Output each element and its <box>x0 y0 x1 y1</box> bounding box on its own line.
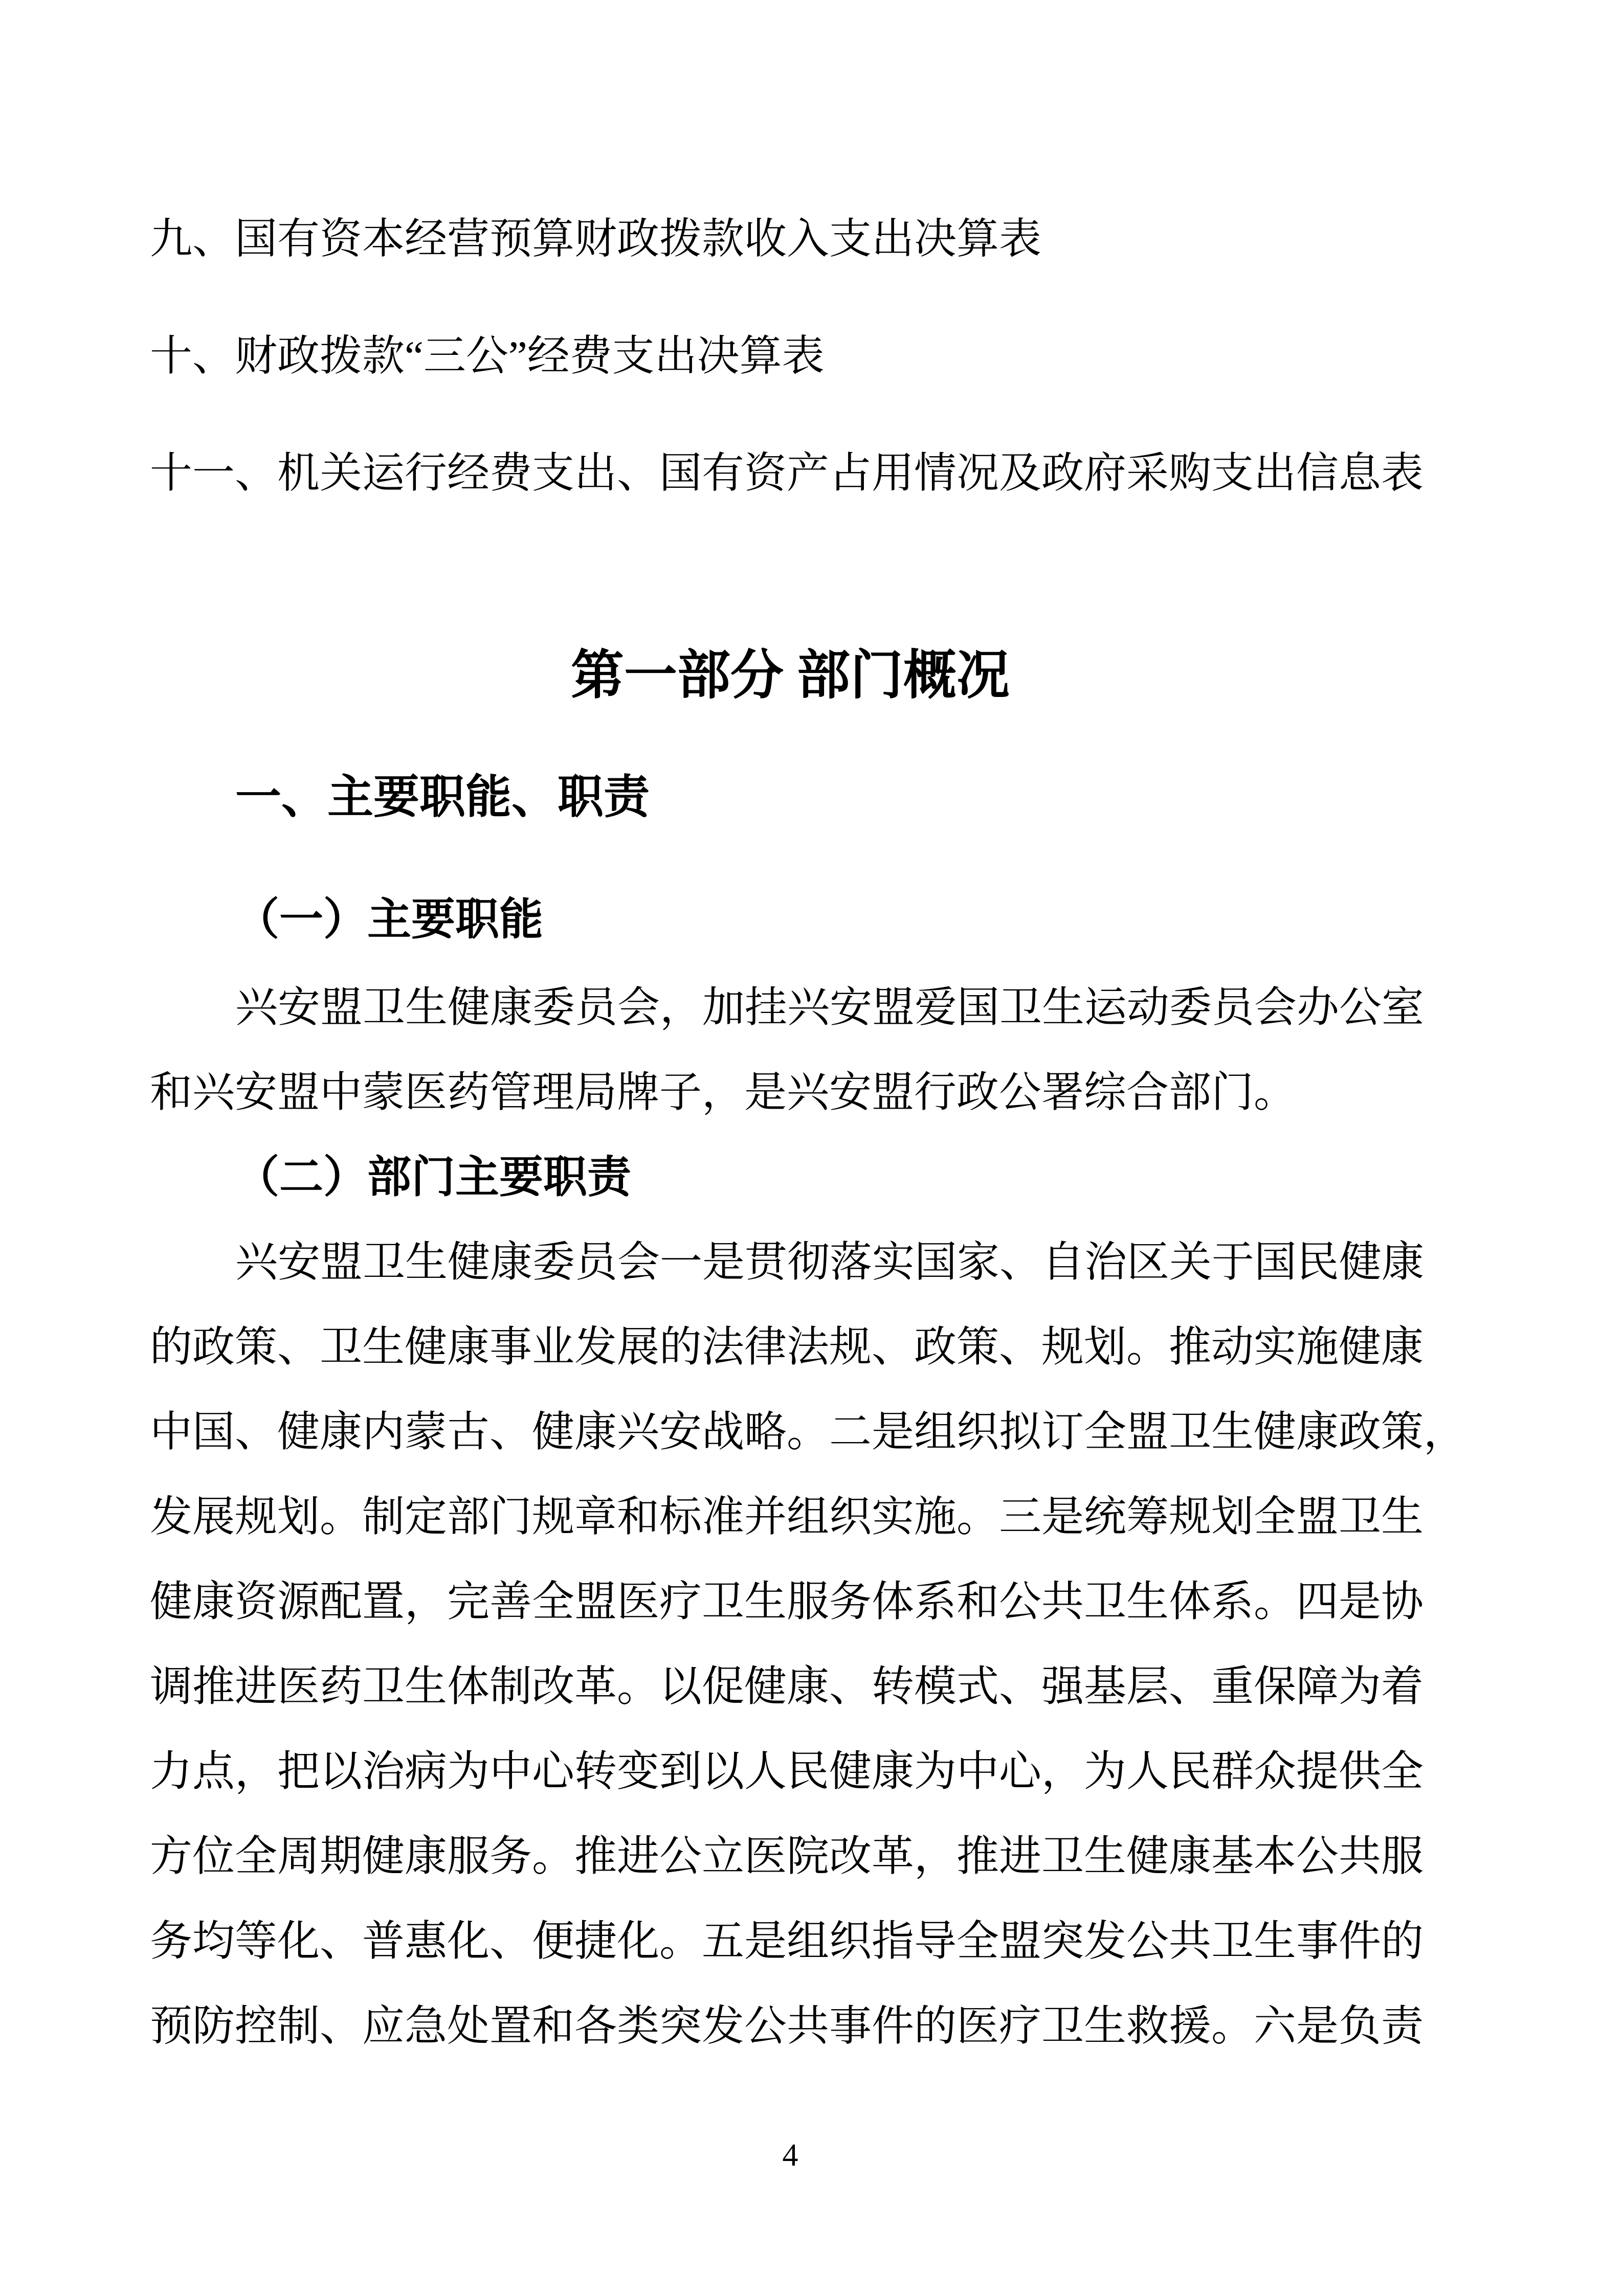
subsection-heading-department-duties: （二）部门主要职责 <box>235 1153 631 1202</box>
toc-item: 十一、机关运行经费支出、国有资产占用情况及政府采购支出信息表 <box>150 449 1423 497</box>
paragraph-line: 和兴安盟中蒙医药管理局牌子，是兴安盟行政公署综合部门。 <box>150 1069 1296 1116</box>
paragraph-line: 务均等化、普惠化、便捷化。五是组织指导全盟突发公共卫生事件的 <box>150 1918 1423 1965</box>
page-content <box>150 0 1466 2198</box>
paragraph-line: 方位全周期健康服务。推进公立医院改革，推进卫生健康基本公共服 <box>150 1833 1423 1880</box>
toc-list <box>150 196 1431 515</box>
paragraph-line: 兴安盟卫生健康委员会，加挂兴安盟爱国卫生运动委员会办公室 <box>235 984 1424 1031</box>
toc-item: 十、财政拨款“三公”经费支出决算表 <box>150 332 825 379</box>
paragraph-department-duties <box>150 1220 1466 2068</box>
paragraph-line: 力点，把以治病为中心转变到以人民健康为中心，为人民群众提供全 <box>150 1748 1423 1795</box>
section-heading-main-functions-duties: 一、主要职能、职责 <box>235 772 650 823</box>
paragraph-line: 中国、健康内蒙古、健康兴安战略。二是组织拟订全盟卫生健康政策， <box>150 1408 1466 1455</box>
paragraph-main-functions <box>150 965 1431 1135</box>
page-number: 4 <box>782 2138 798 2173</box>
paragraph-line: 兴安盟卫生健康委员会一是贯彻落实国家、自治区关于国民健康 <box>235 1239 1424 1286</box>
paragraph-line: 发展规划。制定部门规章和标准并组织实施。三是统筹规划全盟卫生 <box>150 1493 1423 1540</box>
toc-item: 九、国有资本经营预算财政拨款收入支出决算表 <box>150 215 1041 262</box>
subsection-heading-main-functions: （一）主要职能 <box>235 895 543 944</box>
paragraph-line: 预防控制、应急处置和各类突发公共事件的医疗卫生救援。六是负责 <box>150 2002 1423 2050</box>
paragraph-line: 的政策、卫生健康事业发展的法律法规、政策、规划。推动实施健康 <box>150 1323 1423 1370</box>
part-title: 第一部分 部门概况 <box>570 646 1010 705</box>
paragraph-line: 调推进医药卫生体制改革。以促健康、转模式、强基层、重保障为着 <box>150 1663 1423 1710</box>
paragraph-line: 健康资源配置，完善全盟医疗卫生服务体系和公共卫生体系。四是协 <box>150 1578 1423 1625</box>
